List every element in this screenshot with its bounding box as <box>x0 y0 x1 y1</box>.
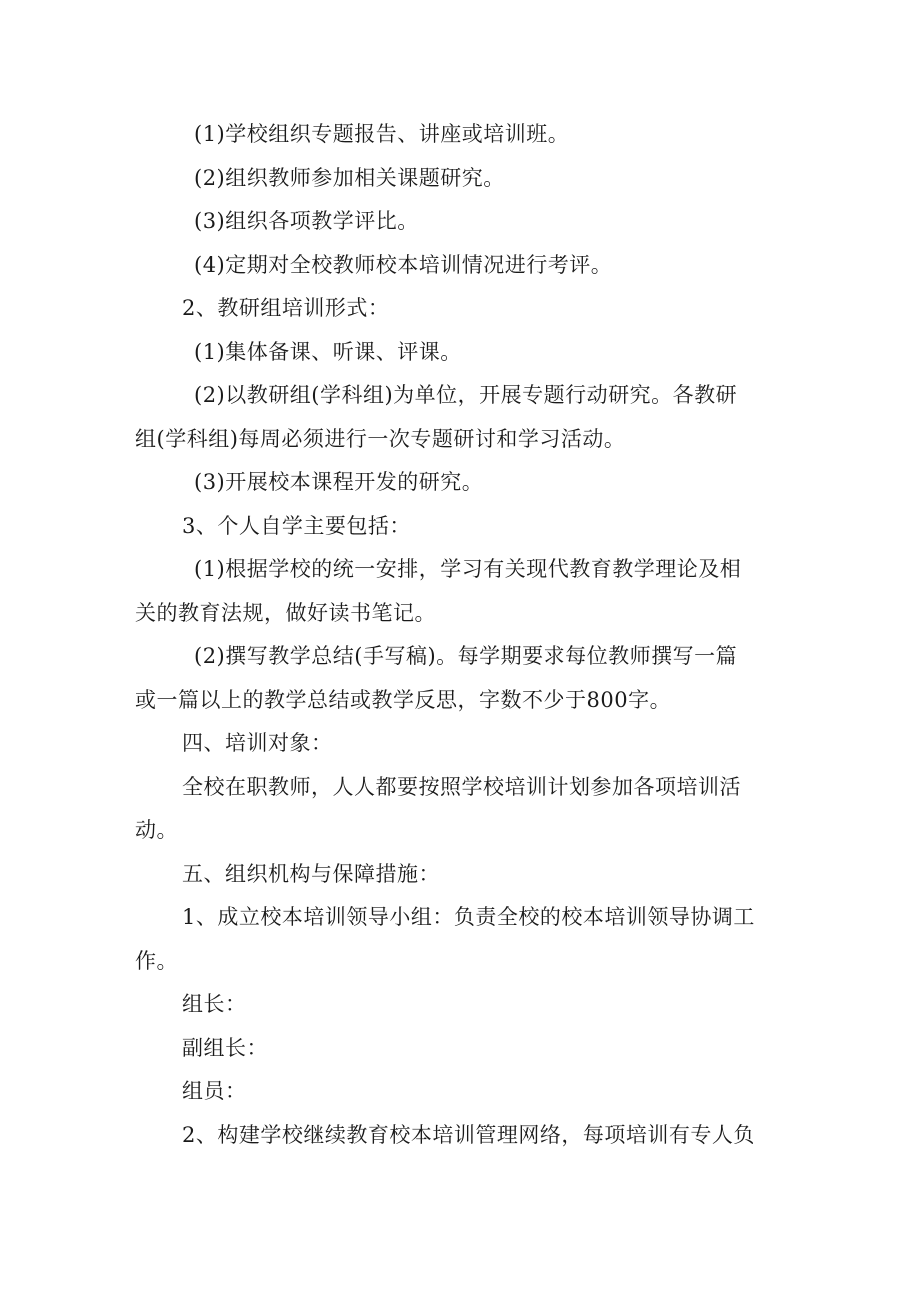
section-heading: 2、教研组培训形式： <box>182 296 390 320</box>
paragraph-line: (2)撰写教学总结(手写稿)。每学期要求每位教师撰写一篇 <box>194 644 738 668</box>
paragraph-line: 组(学科组)每周必须进行一次专题研讨和学习活动。 <box>135 426 626 451</box>
role-label: 组员： <box>182 1079 247 1103</box>
paragraph-line: 关的教育法规，做好读书笔记。 <box>135 600 436 625</box>
paragraph-line: 1、成立校本培训领导小组：负责全校的校本培训领导协调工 <box>182 905 755 929</box>
paragraph-line: 作。 <box>135 948 178 973</box>
document-body <box>135 113 795 1157</box>
paragraph-line: (3)组织各项教学评比。 <box>194 209 419 233</box>
paragraph-line: (4)定期对全校教师校本培训情况进行考评。 <box>194 252 613 277</box>
paragraph-line: (3)开展校本课程开发的研究。 <box>194 470 484 494</box>
paragraph-line: (2)组织教师参加相关课题研究。 <box>194 165 505 190</box>
paragraph-line: (1)集体备课、听课、评课。 <box>194 339 462 364</box>
paragraph-line: (1)根据学校的统一安排，学习有关现代教育教学理论及相 <box>194 557 742 581</box>
section-heading: 3、个人自学主要包括： <box>182 513 411 538</box>
paragraph-line: 2、构建学校继续教育校本培训管理网络，每项培训有专人负 <box>182 1122 755 1147</box>
role-label: 组长： <box>182 992 247 1016</box>
section-heading: 五、组织机构与保障措施： <box>182 861 440 886</box>
role-label: 副组长： <box>182 1035 268 1060</box>
paragraph-line: 或一篇以上的教学总结或教学反思，字数不少于800字。 <box>135 687 672 712</box>
paragraph-line: 动。 <box>135 818 178 842</box>
paragraph-line: 全校在职教师，人人都要按照学校培训计划参加各项培训活 <box>182 774 741 799</box>
paragraph-line: (1)学校组织专题报告、讲座或培训班。 <box>194 122 570 146</box>
section-heading: 四、培训对象： <box>182 731 333 755</box>
paragraph-line: (2)以教研组(学科组)为单位，开展专题行动研究。各教研 <box>194 383 738 407</box>
